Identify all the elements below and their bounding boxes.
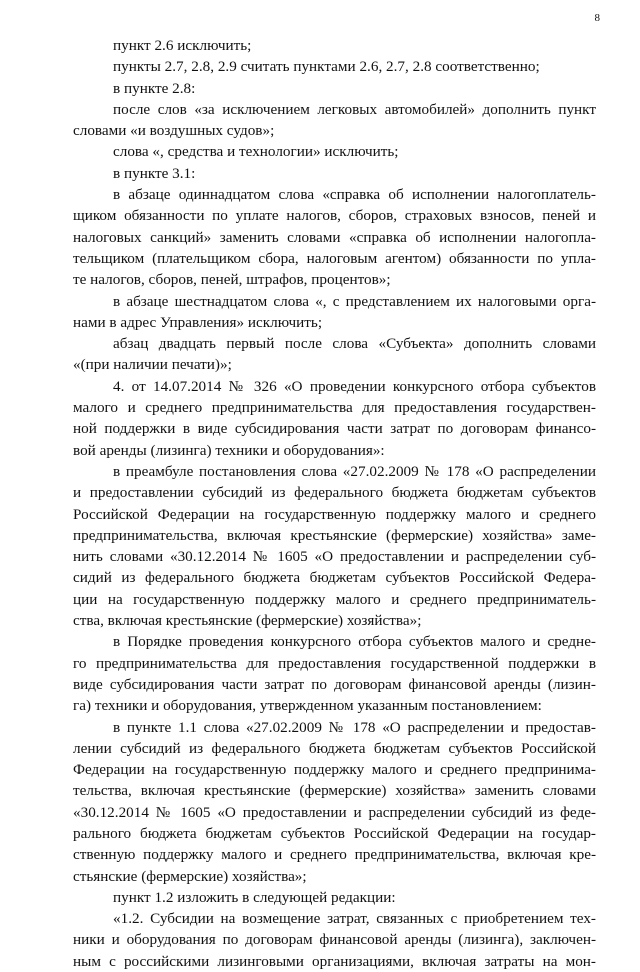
text-line: тельства, включая крестьянские (фермерские) хозяйства» заменить словами bbox=[73, 782, 596, 800]
text-line: в пункте 1.1 слова «27.02.2009 № 178 «О распределении и предостав- bbox=[113, 718, 596, 736]
text-line: в абзаце одиннадцатом слова «справка об исполнении налогоплатель- bbox=[113, 186, 596, 204]
text-line: лении субсидий из федерального бюджета бюджетам субъектов Российской bbox=[73, 739, 596, 757]
text-line: ства, включая крестьянские (фермерские) хозяйства»; bbox=[73, 612, 422, 630]
text-line: Российской Федерации на государственную поддержку малого и среднего bbox=[73, 505, 596, 523]
text-line: налоговых санкций» заменить словами «справка об исполнении налогопла- bbox=[73, 228, 596, 246]
text-line: стьянские (фермерские) хозяйства»; bbox=[73, 867, 307, 885]
text-line: го предпринимательства для предоставления государственной поддержки в bbox=[73, 654, 596, 672]
text-line: предпринимательства, включая крестьянские (фермерские) хозяйства» заме- bbox=[73, 526, 596, 544]
text-line: малого и среднего предпринимательства для предоставления государствен- bbox=[73, 399, 596, 417]
text-line: нить словами «30.12.2014 № 1605 «О предоставлении и распределении суб- bbox=[73, 548, 596, 566]
text-line: 4. от 14.07.2014 № 326 «О проведении конкурсного отбора субъектов bbox=[113, 377, 596, 395]
text-line: в пункте 2.8: bbox=[113, 79, 196, 97]
text-line: слова «, средства и технологии» исключить; bbox=[113, 143, 399, 161]
text-line: словами «и воздушных судов»; bbox=[73, 122, 275, 140]
text-line: пункт 2.6 исключить; bbox=[113, 37, 252, 54]
text-line: те налогов, сборов, пеней, штрафов, процентов»; bbox=[73, 271, 391, 289]
text-line: сидий из федерального бюджета бюджетам субъектов Российской Федера- bbox=[73, 569, 596, 587]
text-line: в Порядке проведения конкурсного отбора субъектов малого и средне- bbox=[113, 633, 596, 651]
text-line: после слов «за исключением легковых автомобилей» дополнить пункт bbox=[113, 100, 596, 118]
text-line: нами в адрес Управления» исключить; bbox=[73, 313, 323, 331]
text-line: щиком обязанности по уплате налогов, сборов, страховых взносов, пеней и bbox=[73, 207, 596, 225]
text-line: в пункте 3.1: bbox=[113, 164, 196, 182]
text-line: ственную поддержку малого и среднего предпринимательства, включая кре- bbox=[73, 846, 596, 864]
page-number: 8 bbox=[594, 12, 600, 24]
text-line: ным с российскими лизинговыми организациями, включая затраты на мон- bbox=[73, 952, 596, 970]
text-line: пункты 2.7, 2.8, 2.9 считать пунктами 2.6, 2.7, 2.8 соответственно; bbox=[113, 58, 540, 76]
text-line: ции на государственную поддержку малого и среднего предприниматель- bbox=[73, 590, 596, 608]
text-line: ники и оборудования по договорам финансовой аренды (лизинга), заключен- bbox=[73, 931, 596, 949]
text-line: рального бюджета бюджетам субъектов Российской Федерации на государ- bbox=[73, 824, 596, 842]
text-line: ной поддержки в виде субсидирования части затрат по договорам финансо- bbox=[73, 420, 596, 438]
text-line: вой аренды (лизинга) техники и оборудования»: bbox=[73, 441, 385, 459]
text-line: пункт 1.2 изложить в следующей редакции: bbox=[113, 888, 396, 906]
text-line: «30.12.2014 № 1605 «О предоставлении и распределении субсидий из феде- bbox=[73, 803, 596, 821]
text-line: га) техники и оборудования, утвержденном указанным постановлением: bbox=[73, 697, 542, 715]
text-line: и предоставлении субсидий из федерального бюджета бюджетам субъектов bbox=[73, 484, 596, 502]
text-line: «(при наличии печати)»; bbox=[73, 356, 232, 374]
document-body bbox=[73, 35, 596, 972]
text-line: абзац двадцать первый после слова «Субъекта» дополнить словами bbox=[113, 335, 596, 353]
text-line: в преамбуле постановления слова «27.02.2009 № 178 «О распределении bbox=[113, 462, 596, 480]
text-line: тельщиком (плательщиком сбора, налоговым агентом) обязанности по упла- bbox=[73, 249, 596, 267]
text-line: Федерации на государственную поддержку малого и среднего предпринима- bbox=[73, 761, 596, 779]
text-line: в абзаце шестнадцатом слова «, с представлением их налоговыми орга- bbox=[113, 292, 596, 310]
text-line: виде субсидирования части затрат по договорам финансовой аренды (лизин- bbox=[73, 675, 596, 693]
text-line: «1.2. Субсидии на возмещение затрат, связанных с приобретением тех- bbox=[113, 910, 596, 928]
